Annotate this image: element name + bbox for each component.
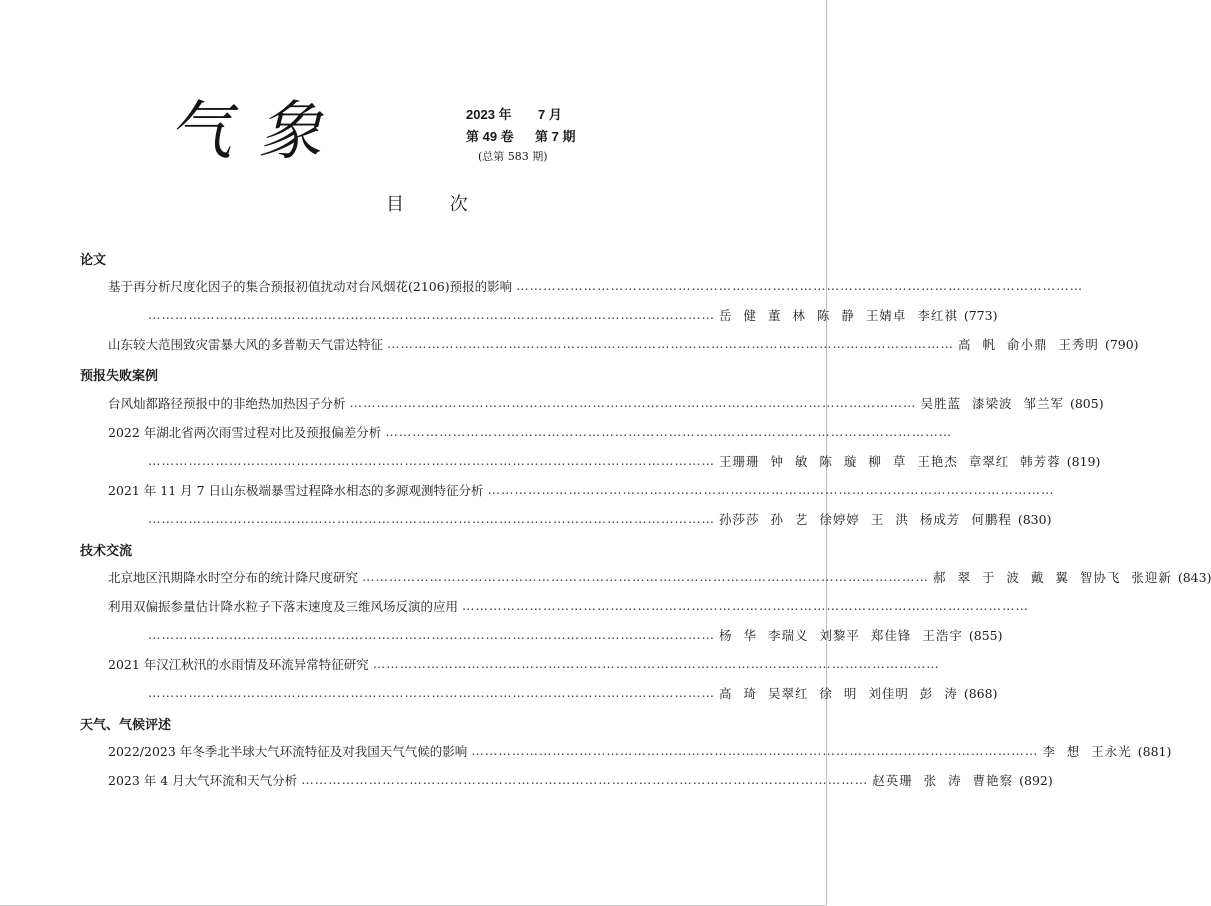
leader-dots: ……………………………………………………………………………………………………………… <box>148 307 715 322</box>
toc-entry-authors <box>148 683 998 703</box>
entry-title[interactable]: 台风灿都路径预报中的非绝热加热因子分析 <box>108 396 346 411</box>
leader-dots: ……………………………………………………………………………………………………………… <box>372 656 940 671</box>
section-heading: 预报失败案例 <box>80 368 159 383</box>
issue-year: 2023 年 <box>466 107 512 122</box>
entry-authors: 李 想 王永光 <box>1042 744 1132 759</box>
section-heading: 论文 <box>80 252 107 267</box>
leader-dots: ……………………………………………………………………………………………………………… <box>148 685 715 700</box>
entry-title[interactable]: 2022/2023 年冬季北半球大气环流特征及对我国天气气候的影响 <box>108 744 468 759</box>
entry-title[interactable]: 北京地区汛期降水时空分布的统计降尺度研究 <box>108 570 359 585</box>
toc-entry-authors <box>148 625 1003 645</box>
leader-dots: ……………………………………………………………………………………………………………… <box>387 336 955 351</box>
issue-total: (总第 583 期) <box>478 150 548 163</box>
toc-entry-title[interactable] <box>108 422 953 442</box>
toc-title: 目 次 <box>386 194 488 215</box>
entry-authors: 高 琦 吴翠红 徐 明 刘佳明 彭 涛 <box>719 686 958 701</box>
toc-entry[interactable] <box>108 770 1053 790</box>
entry-page[interactable]: (881) <box>1137 743 1172 759</box>
entry-authors: 孙莎莎 孙 艺 徐婷婷 王 洪 杨成芳 何鹏程 <box>719 512 1012 527</box>
entry-page[interactable]: (790) <box>1104 336 1139 352</box>
leader-dots: ……………………………………………………………………………………………………………… <box>148 453 715 468</box>
leader-dots: ……………………………………………………………………………………………………………… <box>385 424 953 439</box>
leader-dots: ……………………………………………………………………………………………………………… <box>487 482 1055 497</box>
entry-title[interactable]: 基于再分析尺度化因子的集合预报初值扰动对台风烟花(2106)预报的影响 <box>108 279 513 294</box>
leader-dots: ……………………………………………………………………………………………………………… <box>462 598 1030 613</box>
entry-authors: 岳 健 董 林 陈 静 王婧卓 李红祺 <box>719 308 958 323</box>
issue-month: 7 月 <box>538 107 562 122</box>
toc-entry-title[interactable] <box>108 596 1030 616</box>
issue-volume: 第 49 卷 <box>466 129 514 144</box>
toc-entry-title[interactable] <box>108 654 940 674</box>
toc-entry-authors <box>148 305 998 325</box>
entry-authors: 赵英珊 张 涛 曹艳察 <box>872 773 1014 788</box>
entry-page[interactable]: (773) <box>963 307 998 323</box>
entry-page[interactable]: (819) <box>1066 453 1101 469</box>
entry-page[interactable]: (843) <box>1177 569 1211 585</box>
toc-entry-title[interactable] <box>108 276 1084 296</box>
entry-title[interactable]: 2022 年湖北省两次雨雪过程对比及预报偏差分析 <box>108 425 382 440</box>
entry-page[interactable]: (868) <box>963 685 998 701</box>
leader-dots: ……………………………………………………………………………………………………………… <box>148 627 715 642</box>
leader-dots: ……………………………………………………………………………………………………………… <box>516 278 1084 293</box>
toc-entry-authors <box>148 451 1101 471</box>
toc-entry[interactable] <box>108 567 1211 587</box>
entry-title[interactable]: 2021 年 11 月 7 日山东极端暴雪过程降水相态的多源观测特征分析 <box>108 483 484 498</box>
entry-page[interactable]: (892) <box>1019 772 1053 788</box>
entry-page[interactable]: (855) <box>968 627 1003 643</box>
leader-dots: ……………………………………………………………………………………………………………… <box>362 569 930 584</box>
section-heading: 天气、气候评述 <box>80 717 172 732</box>
issue-number: 第 7 期 <box>535 129 576 144</box>
toc-entry[interactable] <box>108 393 1104 413</box>
section-heading: 技术交流 <box>80 543 133 558</box>
toc-entry-authors <box>148 509 1052 529</box>
leader-dots: ……………………………………………………………………………………………………………… <box>471 743 1039 758</box>
entry-authors: 郝 翠 于 波 戴 翼 智协飞 张迎新 <box>933 570 1172 585</box>
leader-dots: ……………………………………………………………………………………………………………… <box>349 395 917 410</box>
journal-title: 气象 <box>168 95 348 169</box>
entry-title[interactable]: 利用双偏振参量估计降水粒子下落末速度及三维风场反演的应用 <box>108 599 459 614</box>
issue-info <box>466 104 575 166</box>
entry-page[interactable]: (830) <box>1017 511 1052 527</box>
entry-authors: 王珊珊 钟 敏 陈 璇 柳 草 王艳杰 章翠红 韩芳蓉 <box>719 454 1061 469</box>
entry-title[interactable]: 2023 年 4 月大气环流和天气分析 <box>108 773 298 788</box>
entry-authors: 吴胜蓝 漆梁波 邹兰军 <box>920 396 1064 411</box>
leader-dots: ……………………………………………………………………………………………………………… <box>301 772 869 787</box>
entry-title[interactable]: 山东较大范围致灾雷暴大风的多普勒天气雷达特征 <box>108 337 384 352</box>
entry-authors: 高 帆 俞小鼎 王秀明 <box>958 337 1099 352</box>
entry-page[interactable]: (805) <box>1069 395 1104 411</box>
toc-entry-title[interactable] <box>108 480 1055 500</box>
toc-entry[interactable] <box>108 334 1139 354</box>
entry-authors: 杨 华 李瑞义 刘黎平 郑佳锋 王浩宇 <box>719 628 963 643</box>
toc-entry[interactable] <box>108 741 1172 761</box>
journal-logo <box>168 92 348 172</box>
entry-title[interactable]: 2021 年汉江秋汛的水雨情及环流异常特征研究 <box>108 657 369 672</box>
leader-dots: ……………………………………………………………………………………………………………… <box>148 511 715 526</box>
